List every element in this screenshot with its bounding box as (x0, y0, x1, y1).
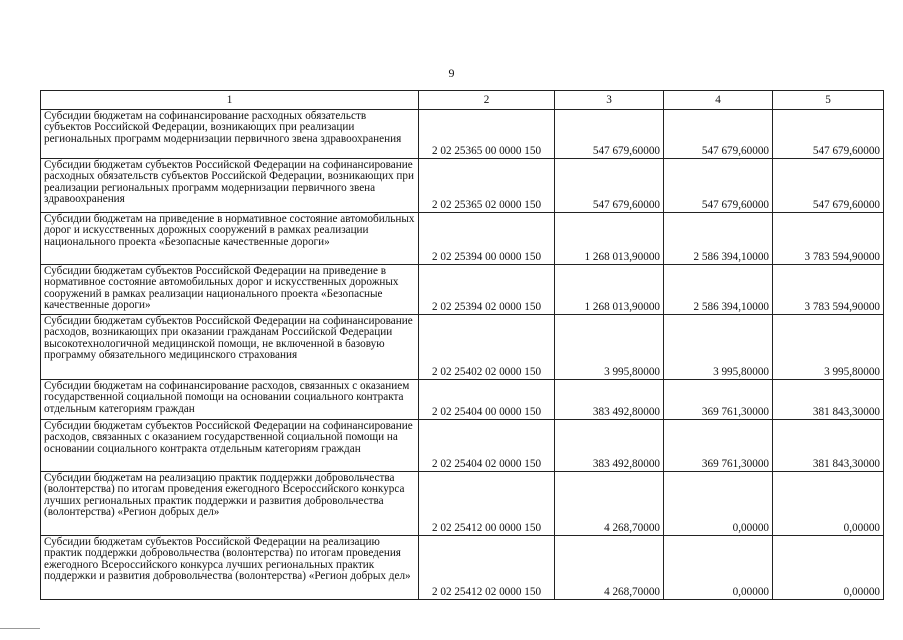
row-value-col4: 2 586 394,10000 (664, 213, 773, 265)
row-value-col5: 381 843,30000 (773, 420, 884, 472)
row-code: 2 02 25394 02 0000 150 (419, 265, 555, 315)
table-row (41, 159, 884, 213)
header-col-2: 2 (419, 91, 555, 110)
row-value-col3: 1 268 013,90000 (555, 265, 664, 315)
table-row (41, 110, 884, 159)
row-code: 2 02 25404 02 0000 150 (419, 420, 555, 472)
row-description: Субсидии бюджетам субъектов Российской Федерации на софинансирование расходов, связанных с оказанием государственной социальной помощи на основании социального контракта отдельным категориям граждан (41, 420, 419, 472)
row-value-col3: 383 492,80000 (555, 380, 664, 420)
table-row (41, 536, 884, 600)
row-value-col4: 369 761,30000 (664, 420, 773, 472)
row-value-col4: 547 679,60000 (664, 159, 773, 213)
row-value-col3: 3 995,80000 (555, 315, 664, 380)
row-value-col3: 547 679,60000 (555, 159, 664, 213)
row-value-col4: 2 586 394,10000 (664, 265, 773, 315)
row-value-col5: 3 995,80000 (773, 315, 884, 380)
row-description: Субсидии бюджетам на софинансирование расходов, связанных с оказанием государственной социальной помощи на основании социального контракта отдельным категориям граждан (41, 380, 419, 420)
table-row (41, 213, 884, 265)
row-code: 2 02 25412 02 0000 150 (419, 536, 555, 600)
row-value-col3: 547 679,60000 (555, 110, 664, 159)
row-code: 2 02 25412 00 0000 150 (419, 472, 555, 536)
row-value-col5: 547 679,60000 (773, 159, 884, 213)
row-value-col4: 547 679,60000 (664, 110, 773, 159)
row-value-col5: 381 843,30000 (773, 380, 884, 420)
row-value-col5: 3 783 594,90000 (773, 213, 884, 265)
row-value-col4: 0,00000 (664, 472, 773, 536)
row-description: Субсидии бюджетам субъектов Российской Федерации на реализацию практик поддержки добровольчества (волонтерства) по итогам проведения ежегодного Всероссийского конкурса лучших региональных практик поддержки и развития добровольчества (волонтерства) «Регион добрых дел» (41, 536, 419, 600)
header-row (41, 91, 884, 110)
row-value-col5: 0,00000 (773, 472, 884, 536)
row-code: 2 02 25402 02 0000 150 (419, 315, 555, 380)
row-description: Субсидии бюджетам субъектов Российской Федерации на софинансирование расходных обязательств субъектов Российской Федерации, возникающих при реализации региональных программ модернизации первичного звена здравоохранения (41, 159, 419, 213)
row-value-col5: 0,00000 (773, 536, 884, 600)
table-row (41, 265, 884, 315)
header-col-4: 4 (664, 91, 773, 110)
row-description: Субсидии бюджетам субъектов Российской Федерации на приведение в нормативное состояние автомобильных дорог и искусственных дорожных сооружений в рамках реализации национального проекта «Безопасные качественные дороги» (41, 265, 419, 315)
table-row (41, 380, 884, 420)
header-col-5: 5 (773, 91, 884, 110)
row-value-col3: 383 492,80000 (555, 420, 664, 472)
table-row (41, 315, 884, 380)
header-col-3: 3 (555, 91, 664, 110)
footer-divider (0, 628, 40, 629)
row-value-col3: 4 268,70000 (555, 472, 664, 536)
row-value-col3: 4 268,70000 (555, 536, 664, 600)
row-code: 2 02 25404 00 0000 150 (419, 380, 555, 420)
budget-table (40, 90, 884, 600)
row-value-col3: 1 268 013,90000 (555, 213, 664, 265)
row-description: Субсидии бюджетам на софинансирование расходных обязательств субъектов Российской Федерации, возникающих при реализации региональных программ модернизации первичного звена здравоохранения (41, 110, 419, 159)
row-description: Субсидии бюджетам на реализацию практик поддержки добровольчества (волонтерства) по итогам проведения ежегодного Всероссийского конкурса лучших региональных практик поддержки и развития добровольчества (волонтерства) «Регион добрых дел» (41, 472, 419, 536)
row-value-col5: 547 679,60000 (773, 110, 884, 159)
row-description: Субсидии бюджетам субъектов Российской Федерации на софинансирование расходов, возникающих при оказании гражданам Российской Федерации высокотехнологичной медицинской помощи, не включенной в базовую программу обязательного медицинского страхования (41, 315, 419, 380)
row-code: 2 02 25394 00 0000 150 (419, 213, 555, 265)
row-value-col4: 0,00000 (664, 536, 773, 600)
header-col-1: 1 (41, 91, 419, 110)
row-value-col4: 3 995,80000 (664, 315, 773, 380)
row-description: Субсидии бюджетам на приведение в нормативное состояние автомобильных дорог и искусственных дорожных сооружений в рамках реализации национального проекта «Безопасные качественные дороги» (41, 213, 419, 265)
row-code: 2 02 25365 02 0000 150 (419, 159, 555, 213)
table-row (41, 472, 884, 536)
row-value-col4: 369 761,30000 (664, 380, 773, 420)
row-code: 2 02 25365 00 0000 150 (419, 110, 555, 159)
row-value-col5: 3 783 594,90000 (773, 265, 884, 315)
table-header (41, 91, 884, 110)
page-number: 9 (448, 66, 455, 80)
table-body (41, 110, 884, 600)
table-row (41, 420, 884, 472)
